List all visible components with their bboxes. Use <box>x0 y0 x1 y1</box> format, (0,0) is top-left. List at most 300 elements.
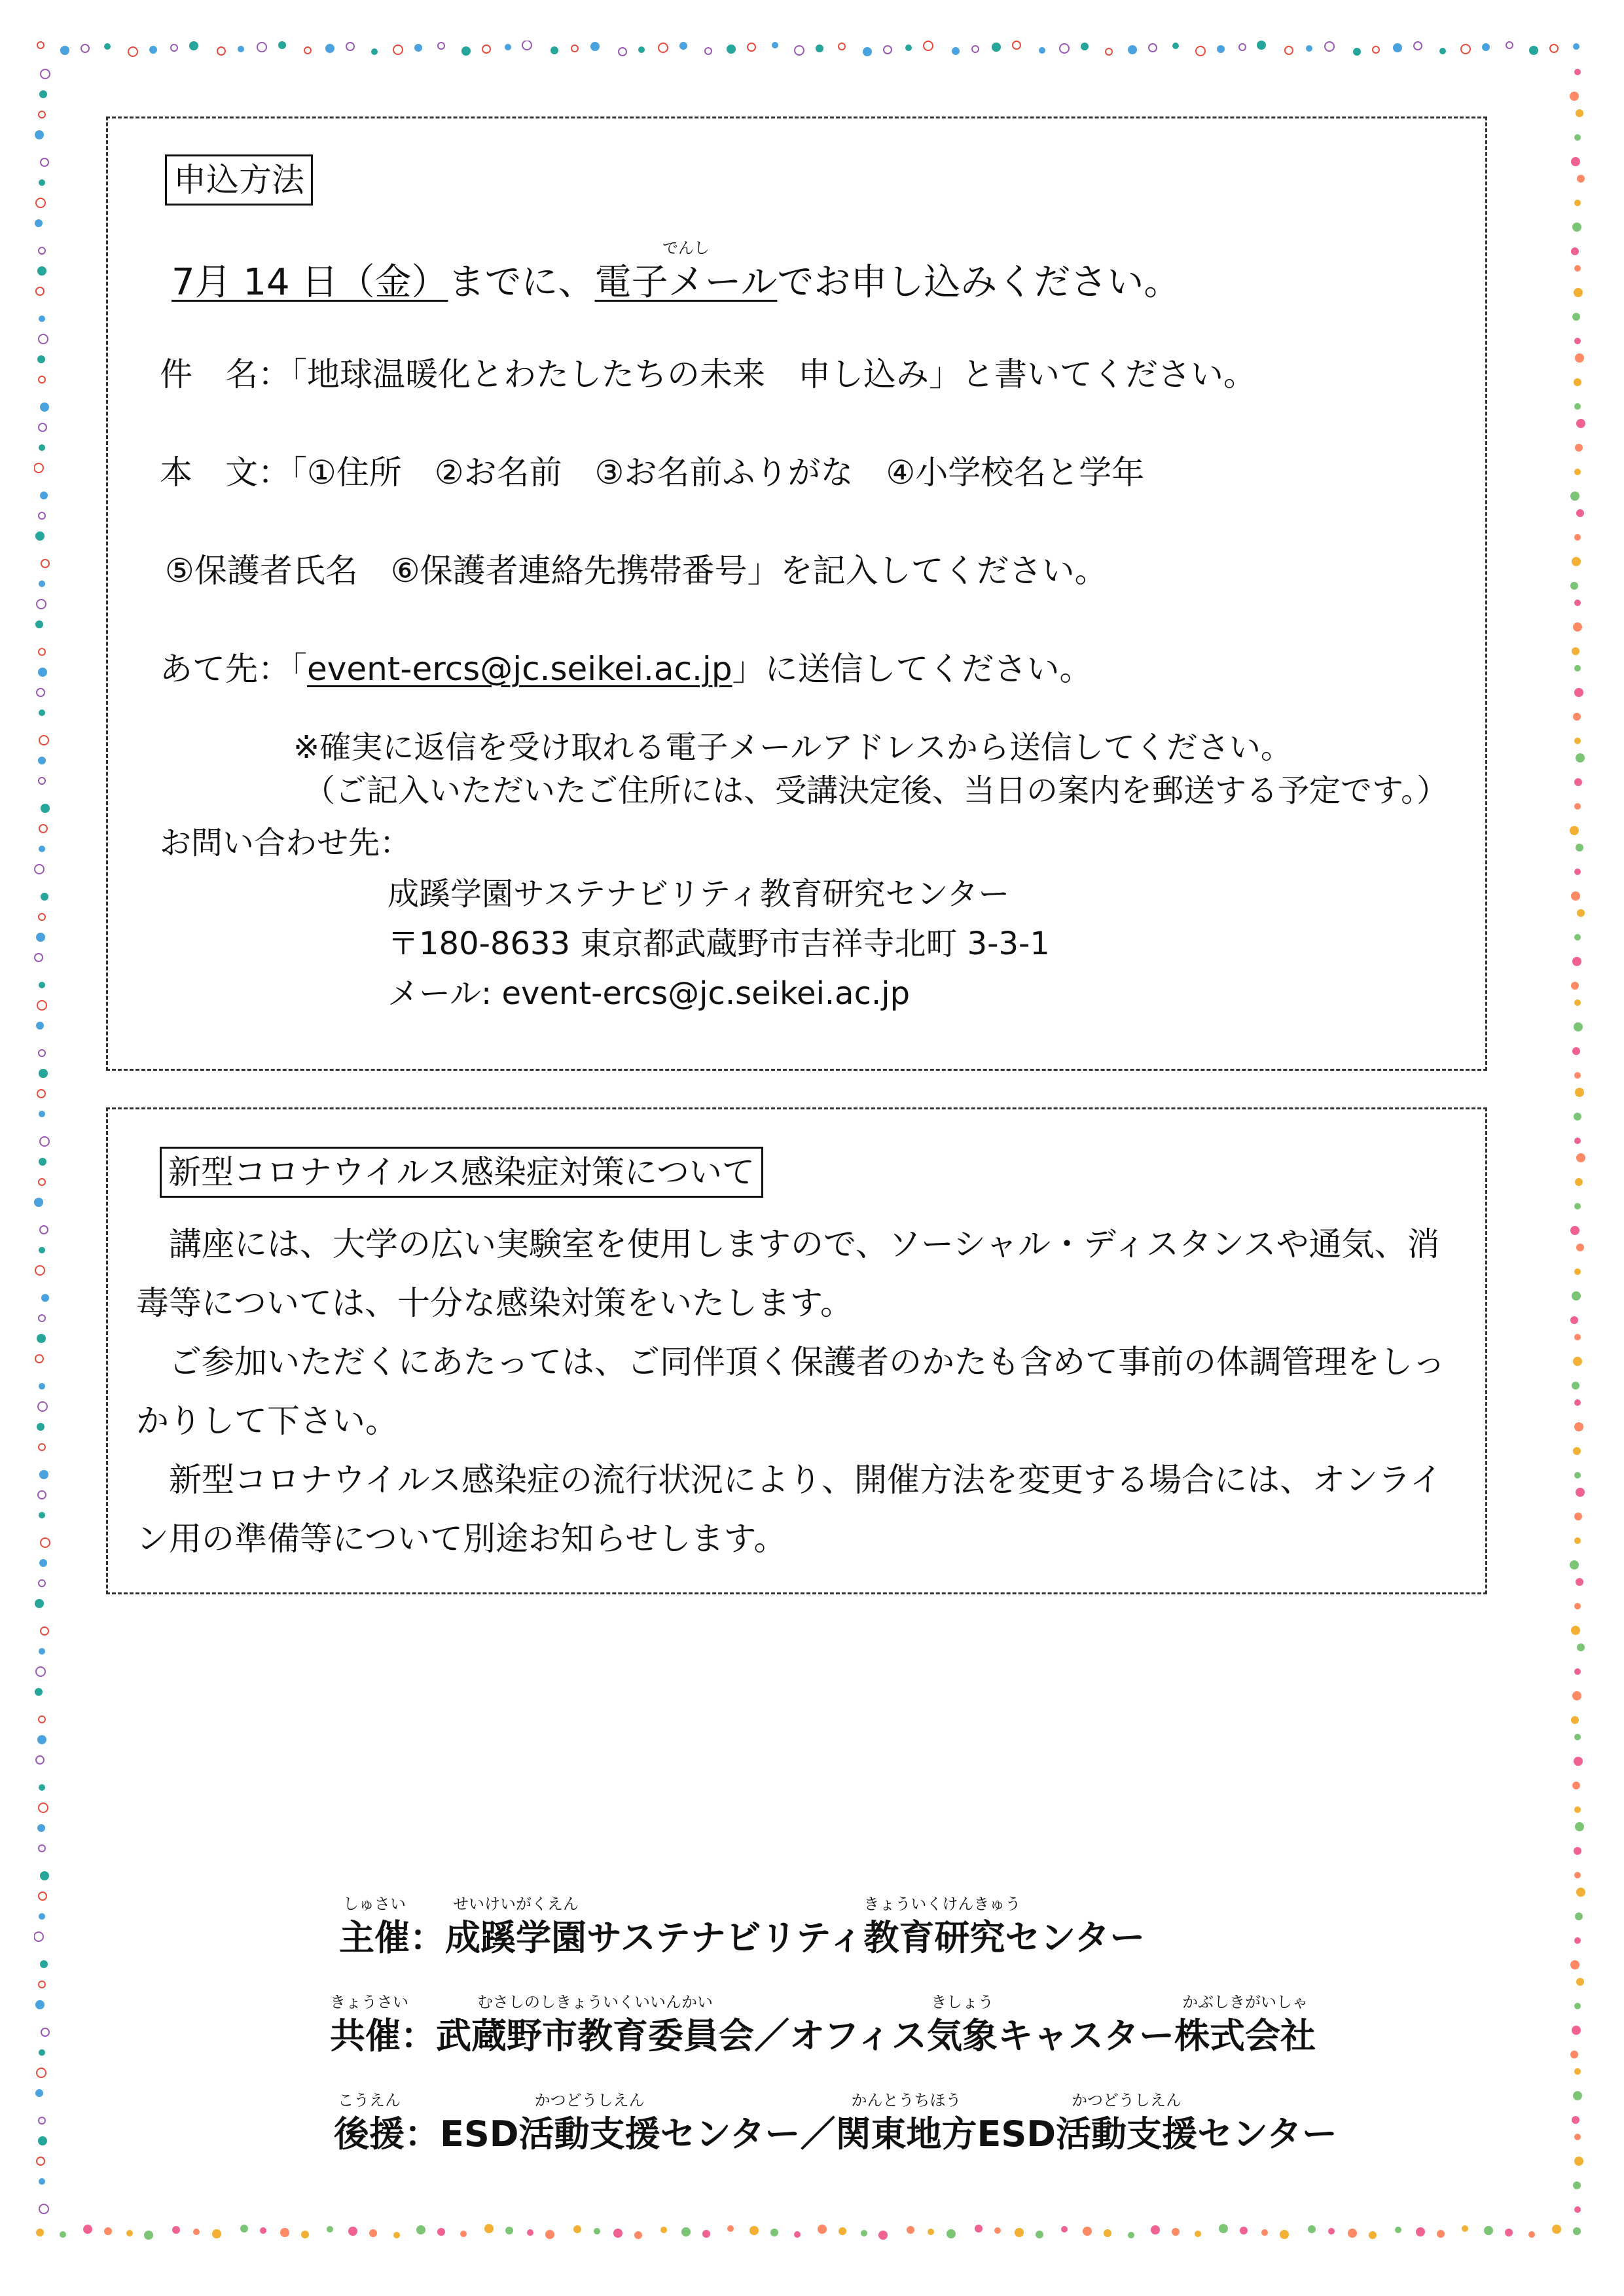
confetti-dot <box>1573 43 1579 50</box>
confetti-dot <box>393 2232 400 2238</box>
covid-paragraph-2: ご参加いただくにあたっては、ご同伴頂く保護者のかたも含めて事前の体調管理をしっかりして下さい。 <box>136 1343 1445 1440</box>
confetti-dot <box>1217 45 1225 53</box>
confetti-dot <box>1570 1960 1579 1969</box>
confetti-dot <box>1576 1244 1584 1251</box>
confetti-dot <box>1013 41 1020 49</box>
confetti-dot <box>1439 48 1446 54</box>
confetti-dot <box>1572 313 1580 321</box>
confetti-dot <box>41 1294 49 1302</box>
confetti-dot <box>1393 43 1402 52</box>
confetti-dot <box>1574 869 1581 875</box>
confetti-dot <box>171 45 177 51</box>
confetti-dot <box>1577 1643 1585 1651</box>
confetti-dot <box>39 2178 45 2185</box>
confetti-dot <box>1574 1022 1583 1031</box>
confetti-dot <box>484 2224 494 2233</box>
confetti-dot <box>522 41 532 50</box>
confetti-dot <box>1574 600 1581 606</box>
confetti-dot <box>634 2231 642 2239</box>
confetti-dot <box>816 45 823 52</box>
confetti-dot <box>40 492 48 499</box>
cohost-name-e <box>1174 1993 1316 2059</box>
confetti-dot <box>905 45 912 51</box>
deadline-mid: までに、 <box>448 261 595 304</box>
address-line <box>160 648 1092 690</box>
deadline-line <box>171 239 1181 304</box>
cohost-label-text: 共催 <box>330 2015 401 2056</box>
confetti-dot <box>189 41 198 50</box>
support-label-text: 後援 <box>334 2113 405 2155</box>
confetti-dot <box>1195 2231 1201 2237</box>
confetti-dot <box>35 954 43 961</box>
confetti-dot <box>992 43 1001 52</box>
confetti-dot <box>39 1111 45 1117</box>
confetti-dot <box>1574 1472 1581 1479</box>
cohost-name-e-ruby: かぶしきがいしゃ <box>1182 1993 1308 2011</box>
confetti-dot <box>38 2136 47 2145</box>
confetti-dot <box>39 1559 47 1567</box>
confetti-dot <box>37 42 44 48</box>
cohost-label-ruby: きょうさい <box>330 1993 408 2011</box>
confetti-dot <box>39 2117 45 2124</box>
confetti-dot <box>924 41 933 50</box>
confetti-dot <box>35 130 44 139</box>
confetti-dot <box>1572 2026 1581 2035</box>
confetti-dot <box>39 1383 45 1390</box>
confetti-dot <box>39 581 45 587</box>
confetti-dot <box>36 1022 44 1030</box>
confetti-dot <box>1576 109 1583 117</box>
confetti-dot <box>1576 1153 1585 1162</box>
confetti-dot <box>884 46 892 54</box>
host-name-c-ruby: きょういくけんきゅう <box>863 1895 1021 1913</box>
confetti-dot <box>1572 1382 1579 1390</box>
confetti-dot <box>1061 2226 1068 2233</box>
confetti-dot <box>39 1050 45 1056</box>
confetti-dot <box>37 2068 46 2077</box>
confetti-dot <box>60 46 69 55</box>
confetti-dot <box>1570 2051 1578 2058</box>
confetti-dot <box>1369 2231 1377 2239</box>
confetti-dot <box>39 1580 45 1587</box>
confetti-dot <box>1576 509 1584 517</box>
confetti-dot <box>1285 46 1293 54</box>
confetti-dot <box>34 1932 43 1941</box>
support-label <box>334 2091 405 2157</box>
confetti-dot <box>437 2228 445 2236</box>
confetti-dot <box>705 48 712 54</box>
confetti-dot <box>39 1512 45 1518</box>
support-name-a: ESD <box>440 2113 519 2155</box>
confetti-dot <box>1462 2225 1468 2232</box>
confetti-dot <box>39 1179 45 1185</box>
confetti-dot <box>1575 444 1583 452</box>
confetti-dot <box>371 48 378 55</box>
confetti-dot <box>126 2230 133 2236</box>
confetti-dot <box>1239 44 1246 50</box>
confetti-dot <box>795 46 804 55</box>
confetti-dot <box>1172 43 1179 49</box>
confetti-dot <box>1280 2230 1289 2239</box>
confetti-dot <box>40 403 49 412</box>
confetti-dot <box>39 914 45 920</box>
contact-org: 成蹊学園サステナビリティ教育研究センター <box>388 876 1010 912</box>
confetti-dot <box>550 46 558 54</box>
confetti-dot <box>1572 557 1581 566</box>
confetti-dot <box>1573 2181 1581 2189</box>
confetti-dot <box>1574 1603 1581 1609</box>
confetti-dot <box>39 825 47 833</box>
confetti-dot <box>35 1688 43 1696</box>
subject-line <box>160 353 1256 395</box>
support-name-b <box>518 2091 660 2157</box>
covid-paragraph-3: 新型コロナウイルス感染症の流行状況により、開催方法を変更する場合には、オンライン用の準備等について別途お知らせします。 <box>136 1461 1443 1558</box>
confetti-dot <box>35 2000 45 2009</box>
confetti-dot <box>35 865 44 874</box>
confetti-dot <box>1577 175 1585 183</box>
confetti-dot <box>39 1470 48 1479</box>
confetti-dot <box>1574 1757 1583 1766</box>
confetti-dot <box>1574 265 1581 272</box>
confetti-dot <box>1576 419 1585 428</box>
confetti-dot <box>1219 2224 1228 2233</box>
confetti-dot <box>304 47 311 54</box>
confetti-dot <box>1574 999 1581 1006</box>
confetti-dot <box>638 46 645 53</box>
confetti-dot <box>1172 2228 1180 2236</box>
confetti-dot <box>1328 2228 1335 2234</box>
confetti-dot <box>1574 1203 1581 1210</box>
confetti-dot <box>1461 45 1470 54</box>
confetti-dot <box>39 2049 45 2056</box>
confetti-dot <box>1571 891 1580 901</box>
confetti-dot <box>34 1198 43 1207</box>
confetti-dot <box>1574 69 1581 75</box>
confetti-dot <box>1575 1178 1583 1186</box>
confetti-dot <box>681 2227 691 2236</box>
confetti-dot <box>1574 1513 1582 1520</box>
covid-heading: 新型コロナウイルス感染症対策について <box>160 1147 763 1198</box>
confetti-dot <box>41 804 50 813</box>
confetti-dot <box>1571 1626 1580 1635</box>
confetti-dot <box>39 444 45 451</box>
subject-text: 「地球温暖化とわたしたちの未来 申し込み」と書いてください。 <box>291 355 1256 393</box>
confetti-dot <box>36 1667 45 1676</box>
address-pre: 「 <box>291 650 307 688</box>
confetti-dot <box>1576 1978 1584 1986</box>
cohost-name-c-text: 気象 <box>927 2015 998 2056</box>
confetti-dot <box>1395 2227 1401 2233</box>
host-name-a-text: 成蹊学園 <box>445 1917 586 1958</box>
confetti-dot <box>1574 803 1581 810</box>
confetti-dot <box>1571 982 1579 990</box>
confetti-dot <box>1240 2227 1248 2234</box>
confetti-dot <box>39 1803 48 1812</box>
confetti-dot <box>83 2225 92 2234</box>
confetti-dot <box>36 198 45 207</box>
confetti-dot <box>1576 1578 1583 1586</box>
confetti-dot <box>1306 45 1312 52</box>
note-reliable-email: ※確実に返信を受け取れる電子メールアドレスから送信してください。 <box>293 729 1292 766</box>
confetti-dot <box>260 2227 266 2234</box>
cohost-name-d: キャスター <box>998 2015 1175 2056</box>
confetti-dot <box>482 45 490 53</box>
confetti-dot <box>39 334 48 344</box>
confetti-dot <box>1106 48 1112 55</box>
support-line <box>334 2091 1337 2157</box>
confetti-dot <box>1574 2068 1581 2075</box>
confetti-dot <box>39 649 45 655</box>
host-label <box>339 1895 410 1961</box>
support-name-f-text: 活動支援 <box>1056 2113 1198 2155</box>
confetti-dot <box>278 41 286 49</box>
confetti-dot <box>660 2227 667 2233</box>
confetti-dot <box>461 46 471 56</box>
confetti-dot <box>1576 844 1583 852</box>
confetti-dot <box>39 1315 45 1321</box>
contact-postal: 〒180-8633 東京都武蔵野市吉祥寺北町 3-3-1 <box>388 925 1050 962</box>
confetti-dot <box>907 2226 914 2234</box>
confetti-dot <box>301 2231 309 2238</box>
body-line-2: ⑤保護者氏名 ⑥保護者連絡先携帯番号」を記入してください。 <box>165 552 1108 590</box>
confetti-dot <box>38 1402 47 1411</box>
confetti-dot <box>1574 534 1581 541</box>
confetti-dot <box>37 689 45 696</box>
confetti-dot <box>794 2231 801 2238</box>
confetti-dot <box>34 463 43 473</box>
deadline-tail: でお申し込みください。 <box>777 261 1181 304</box>
cohost-line <box>330 1993 1316 2059</box>
confetti-dot <box>1104 2229 1111 2237</box>
confetti-dot <box>749 2226 759 2235</box>
confetti-dot <box>770 2229 778 2236</box>
confetti-dot <box>1574 378 1581 386</box>
confetti-dot <box>1573 622 1582 632</box>
confetti-dot <box>505 2227 513 2234</box>
confetti-dot <box>1574 1537 1581 1544</box>
confetti-dot <box>1015 2228 1024 2237</box>
support-name-d-ruby: かんとうちほう <box>851 2091 962 2109</box>
confetti-dot <box>37 1334 46 1343</box>
confetti-dot <box>1574 2157 1583 2166</box>
support-name-g: センター <box>1197 2113 1337 2155</box>
confetti-dot <box>1572 223 1581 232</box>
confetti-dot <box>240 2225 248 2233</box>
confetti-dot <box>1081 43 1089 50</box>
host-label-text: 主催 <box>339 1917 410 1958</box>
confetti-dot <box>1572 1782 1580 1789</box>
confetti-dot <box>1574 134 1581 141</box>
confetti-dot <box>1484 2226 1493 2235</box>
confetti-dot <box>39 1716 45 1723</box>
confetti-dot <box>1572 1047 1580 1055</box>
confetti-dot <box>839 43 845 50</box>
confetti-dot <box>972 46 979 52</box>
support-sep: ： <box>405 2113 440 2155</box>
confetti-dot <box>37 266 46 276</box>
confetti-dot <box>1574 2206 1581 2213</box>
cohost-name-b: ／オフィス <box>754 2015 928 2056</box>
cohost-sep: ： <box>401 2015 436 2056</box>
confetti-dot <box>37 1001 46 1010</box>
confetti-dot <box>1574 1734 1581 1740</box>
address-email-link[interactable]: event-ercs@jc.seikei.ac.jp <box>307 650 732 688</box>
confetti-dot <box>35 1599 44 1608</box>
confetti-dot <box>37 1824 45 1832</box>
confetti-dot <box>1574 1113 1581 1121</box>
confetti-dot <box>39 1913 45 1920</box>
confetti-dot <box>613 2229 623 2238</box>
method-text: 電子メール <box>594 261 778 304</box>
confetti-dot <box>39 179 45 186</box>
confetti-dot <box>460 2231 467 2237</box>
confetti-dot <box>1149 44 1157 52</box>
confetti-dot <box>39 1981 45 1988</box>
confetti-dot <box>36 933 45 942</box>
confetti-dot <box>1308 2225 1316 2233</box>
confetti-dot <box>1570 1226 1579 1235</box>
confetti-dot <box>39 1069 48 1078</box>
confetti-dot <box>128 47 137 56</box>
confetti-dot <box>39 1444 45 1450</box>
confetti-dot <box>1573 713 1581 721</box>
confetti-dot <box>839 2227 846 2235</box>
confetti-dot <box>39 709 45 716</box>
confetti-dot <box>1574 1847 1581 1855</box>
address-label: あて先： <box>160 650 291 688</box>
confetti-dot <box>40 1871 49 1880</box>
confetti-dot <box>590 42 600 51</box>
confetti-dot <box>702 2230 710 2238</box>
confetti-dot <box>39 1845 45 1852</box>
confetti-dot <box>35 1355 43 1363</box>
confetti-dot <box>38 757 46 764</box>
confetti-dot <box>1196 46 1205 56</box>
confetti-dot <box>1571 247 1579 255</box>
confetti-dot <box>346 43 354 50</box>
confetti-dot <box>727 45 736 54</box>
confetti-dot <box>35 2089 43 2097</box>
confetti-dot <box>348 2227 357 2236</box>
confetti-dot <box>1060 44 1069 53</box>
confetti-dot <box>41 1538 50 1547</box>
confetti-dot <box>81 45 89 52</box>
confetti-dot <box>573 2225 581 2233</box>
confetti-dot <box>35 531 45 541</box>
confetti-dot <box>35 1266 45 1275</box>
confetti-dot <box>1570 582 1578 590</box>
method-ruby: でんし <box>662 239 710 257</box>
confetti-dot <box>1128 45 1137 54</box>
confetti-dot <box>545 2230 554 2239</box>
confetti-dot <box>1574 2134 1581 2140</box>
confetti-dot <box>863 47 872 56</box>
confetti-dot <box>1577 909 1585 917</box>
confetti-dot <box>35 620 43 628</box>
contact-label: お問い合わせ先： <box>160 825 412 861</box>
support-name-b-text: 活動支援 <box>518 2113 660 2155</box>
cohost-name-a <box>436 1993 754 2059</box>
confetti-dot <box>1574 1138 1581 1144</box>
confetti-dot <box>37 1423 45 1431</box>
confetti-dot <box>327 2226 333 2233</box>
confetti-dot <box>1261 2229 1268 2236</box>
confetti-dot <box>438 43 444 49</box>
support-name-f-ruby: かつどうしえん <box>1072 2091 1182 2109</box>
host-name-c-text: 教育研究 <box>863 1917 1005 1958</box>
confetti-dot <box>1574 738 1581 744</box>
confetti-dot <box>878 2231 888 2240</box>
body-label: 本 文： <box>160 454 291 492</box>
confetti-dot <box>1574 778 1582 786</box>
confetti-dot <box>35 219 43 227</box>
confetti-dot <box>1575 353 1584 363</box>
confetti-dot <box>39 376 45 383</box>
confetti-dot <box>928 2229 934 2235</box>
confetti-dot <box>975 2225 983 2233</box>
confetti-dot <box>1574 1072 1581 1079</box>
cohost-label <box>330 1993 408 2059</box>
confetti-dot <box>41 158 48 166</box>
confetti-dot <box>818 2225 827 2234</box>
confetti-dot <box>39 1247 45 1253</box>
host-name-a <box>445 1895 586 1961</box>
confetti-dot <box>994 2227 1001 2234</box>
cohost-name-e-text: 株式会社 <box>1174 2015 1316 2056</box>
confetti-dot <box>619 48 626 56</box>
confetti-dot <box>212 2229 221 2238</box>
cohost-name-a-ruby: むさしのしきょういくいいんかい <box>477 1993 713 2011</box>
confetti-dot <box>1570 1560 1579 1570</box>
cohost-name-a-text: 武蔵野市教育委員会 <box>436 2015 754 2056</box>
confetti-dot <box>1416 2227 1425 2236</box>
confetti-dot <box>1574 403 1581 410</box>
confetti-dot <box>1325 42 1334 51</box>
confetti-dot <box>325 44 334 53</box>
confetti-dot <box>39 778 45 784</box>
host-name-b: サステナビリティ <box>586 1917 864 1958</box>
confetti-dot <box>39 1648 45 1655</box>
confetti-dot <box>659 43 668 52</box>
confetti-dot <box>37 1735 46 1744</box>
confetti-dot <box>1574 2003 1581 2009</box>
confetti-dot <box>39 247 45 254</box>
confetti-dot <box>1036 2231 1043 2238</box>
confetti-dot <box>1572 1291 1581 1300</box>
confetti-dot <box>1574 1399 1581 1406</box>
confetti-dot <box>39 90 47 98</box>
confetti-dot <box>1151 2225 1160 2234</box>
confetti-dot <box>257 43 266 52</box>
confetti-dot <box>1437 2230 1445 2238</box>
confetti-dot <box>1257 41 1266 50</box>
confetti-dot <box>37 600 46 609</box>
cohost-name-c <box>927 1993 998 2059</box>
confetti-dot <box>280 2228 289 2237</box>
confetti-dot <box>1570 1316 1578 1324</box>
confetti-dot <box>39 846 45 852</box>
confetti-dot <box>772 42 778 48</box>
confetti-dot <box>1414 42 1422 50</box>
confetti-dot <box>39 736 48 745</box>
confetti-dot <box>37 2157 45 2165</box>
confetti-dot <box>1570 92 1579 101</box>
confetti-dot <box>1570 492 1579 501</box>
confetti-dot <box>1574 338 1581 344</box>
confetti-dot <box>1571 1716 1579 1724</box>
confetti-dot <box>172 2226 180 2234</box>
confetti-dot <box>1572 1691 1581 1700</box>
